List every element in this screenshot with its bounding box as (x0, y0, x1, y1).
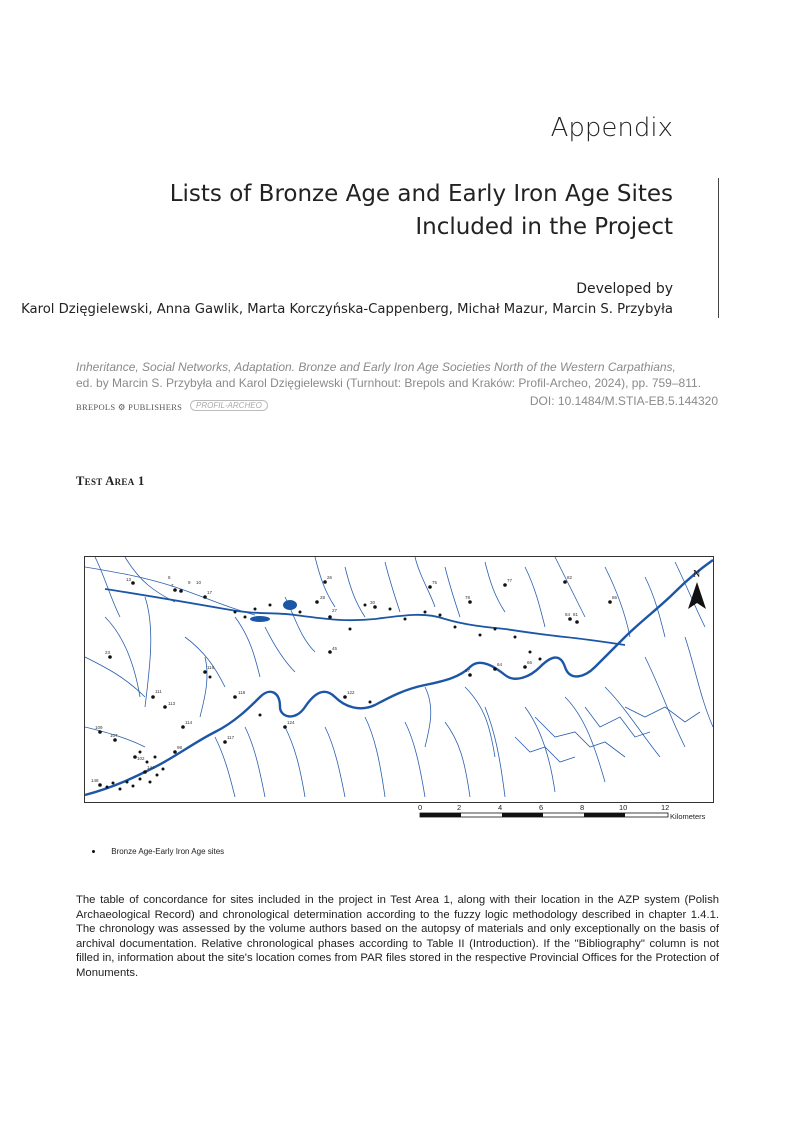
site-111 (151, 695, 155, 699)
site-118 (233, 695, 237, 699)
site-78 (468, 600, 472, 604)
scale-tick-6: 6 (539, 803, 544, 812)
site-116 (203, 670, 207, 674)
svg-text:117: 117 (227, 735, 235, 740)
site-107 (113, 738, 117, 742)
site-8 (173, 588, 177, 592)
site-84 (568, 617, 572, 621)
site-114 (181, 725, 185, 729)
svg-text:23: 23 (105, 650, 111, 655)
developed-by-label: Developed by (576, 281, 673, 297)
svg-text:57: 57 (465, 668, 471, 673)
authors-list: Karol Dzięgielewski, Anna Gawlik, Marta Korczyńska-Cappenberg, Michał Mazur, Marcin S. Przybyła (21, 302, 673, 317)
profil-archeo-logo: PROFIL-ARCHEO (190, 400, 268, 411)
site-124 (283, 725, 287, 729)
svg-text:28: 28 (320, 595, 326, 600)
site-109 (98, 730, 102, 734)
svg-text:66: 66 (527, 660, 533, 665)
svg-text:45: 45 (332, 646, 338, 651)
svg-text:78: 78 (465, 595, 471, 600)
section-heading: Test Area 1 (76, 474, 145, 488)
svg-text:109: 109 (95, 725, 103, 730)
svg-text:118: 118 (238, 690, 246, 695)
svg-text:7: 7 (171, 583, 174, 588)
scale-tick-12: 12 (661, 803, 670, 812)
site-28 (315, 600, 319, 604)
site-113 (163, 705, 167, 709)
site-75 (428, 585, 432, 589)
site-77 (503, 583, 507, 587)
citation-book-title: Inheritance, Social Networks, Adaptation. Bronze and Early Iron Age Societies North of the Western Carpathians, (76, 360, 676, 374)
site-26 (323, 580, 327, 584)
scale-bar-graphic (418, 803, 718, 825)
site-27 (328, 615, 332, 619)
main-river (85, 560, 713, 795)
citation-details: ed. by Marcin S. Przybyła and Karol Dzięgielewski (Turnhout: Brepols and Kraków: Profil-Archeo, 2024), pp. 759–811. (76, 376, 701, 390)
site-86 (608, 600, 612, 604)
svg-text:75: 75 (432, 580, 438, 585)
scale-tick-2: 2 (457, 803, 462, 812)
appendix-heading: Appendix (550, 113, 673, 143)
site-82 (563, 580, 567, 584)
site-64 (493, 667, 497, 671)
svg-text:107: 107 (110, 733, 118, 738)
svg-text:8: 8 (168, 575, 171, 580)
site-13 (131, 581, 135, 585)
svg-text:102: 102 (137, 756, 145, 761)
page-title: Lists of Bronze Age and Early Iron Age Sites Included in the Project (169, 181, 673, 240)
scale-tick-10: 10 (619, 803, 628, 812)
svg-text:30: 30 (370, 600, 376, 605)
svg-text:86: 86 (612, 595, 618, 600)
scale-tick-4: 4 (498, 803, 503, 812)
svg-text:13: 13 (126, 577, 132, 582)
svg-text:148: 148 (91, 778, 99, 783)
north-label: N (693, 569, 701, 580)
site-30 (373, 605, 377, 609)
site-legend-icon (92, 850, 95, 853)
sites (98, 580, 612, 790)
brepols-logo: BREPOLS ⚙ PUBLISHERS (76, 402, 183, 412)
svg-text:84: 84 (565, 612, 571, 617)
lakes (250, 600, 297, 622)
site-17 (203, 595, 207, 599)
svg-text:9: 9 (188, 580, 191, 585)
svg-text:98: 98 (177, 745, 183, 750)
svg-text:64: 64 (497, 662, 503, 667)
svg-text:17: 17 (207, 590, 213, 595)
site-labels (91, 575, 618, 783)
map-canvas (85, 557, 713, 802)
svg-text:26: 26 (327, 575, 333, 580)
map-legend (92, 847, 224, 856)
scale-tick-0: 0 (418, 803, 423, 812)
site-148 (98, 783, 102, 787)
svg-text:144: 144 (147, 765, 155, 770)
svg-text:77: 77 (507, 578, 513, 583)
site-98 (173, 750, 177, 754)
scale-bar (418, 803, 718, 830)
legend-label: Bronze Age-Early Iron Age sites (111, 847, 225, 856)
site-57 (468, 673, 472, 677)
streams (85, 557, 713, 797)
doi-link[interactable]: DOI: 10.1484/M.STIA-EB.5.144320 (529, 394, 718, 408)
svg-text:114: 114 (185, 720, 193, 725)
svg-text:81: 81 (573, 612, 579, 617)
scale-tick-8: 8 (580, 803, 585, 812)
site-23 (108, 655, 112, 659)
body-paragraph: The table of concordance for sites included in the project in Test Area 1, along with their location in the AZP system (Polish Archaeological Record) and chronological determination according to the fuzzy logic methodology described in chapter 1.4.1. The chronology was assessed by the volume authors based on the autopsy of materials and only exceptionally on the basis of archival documentation. Relative chronological phases according to Table II (Introduction). If the "Bibliography" column is not filled in, information about the site's location comes from PAR files stored in the respective Provincial Offices for the Protection of Monuments. (76, 894, 719, 979)
site-map (84, 556, 714, 803)
site-122 (343, 695, 347, 699)
svg-text:10: 10 (196, 580, 202, 585)
svg-text:124: 124 (287, 720, 295, 725)
svg-text:113: 113 (168, 701, 176, 706)
svg-text:27: 27 (332, 608, 338, 613)
site-117 (223, 740, 227, 744)
site-81 (575, 620, 579, 624)
title-divider (718, 178, 719, 318)
svg-text:82: 82 (567, 575, 573, 580)
svg-text:122: 122 (347, 690, 355, 695)
site-66 (523, 665, 527, 669)
site-7 (179, 589, 183, 593)
svg-text:116: 116 (207, 665, 215, 670)
scale-unit: Kilometers (670, 812, 706, 821)
svg-text:111: 111 (155, 689, 162, 694)
site-144 (143, 770, 147, 774)
